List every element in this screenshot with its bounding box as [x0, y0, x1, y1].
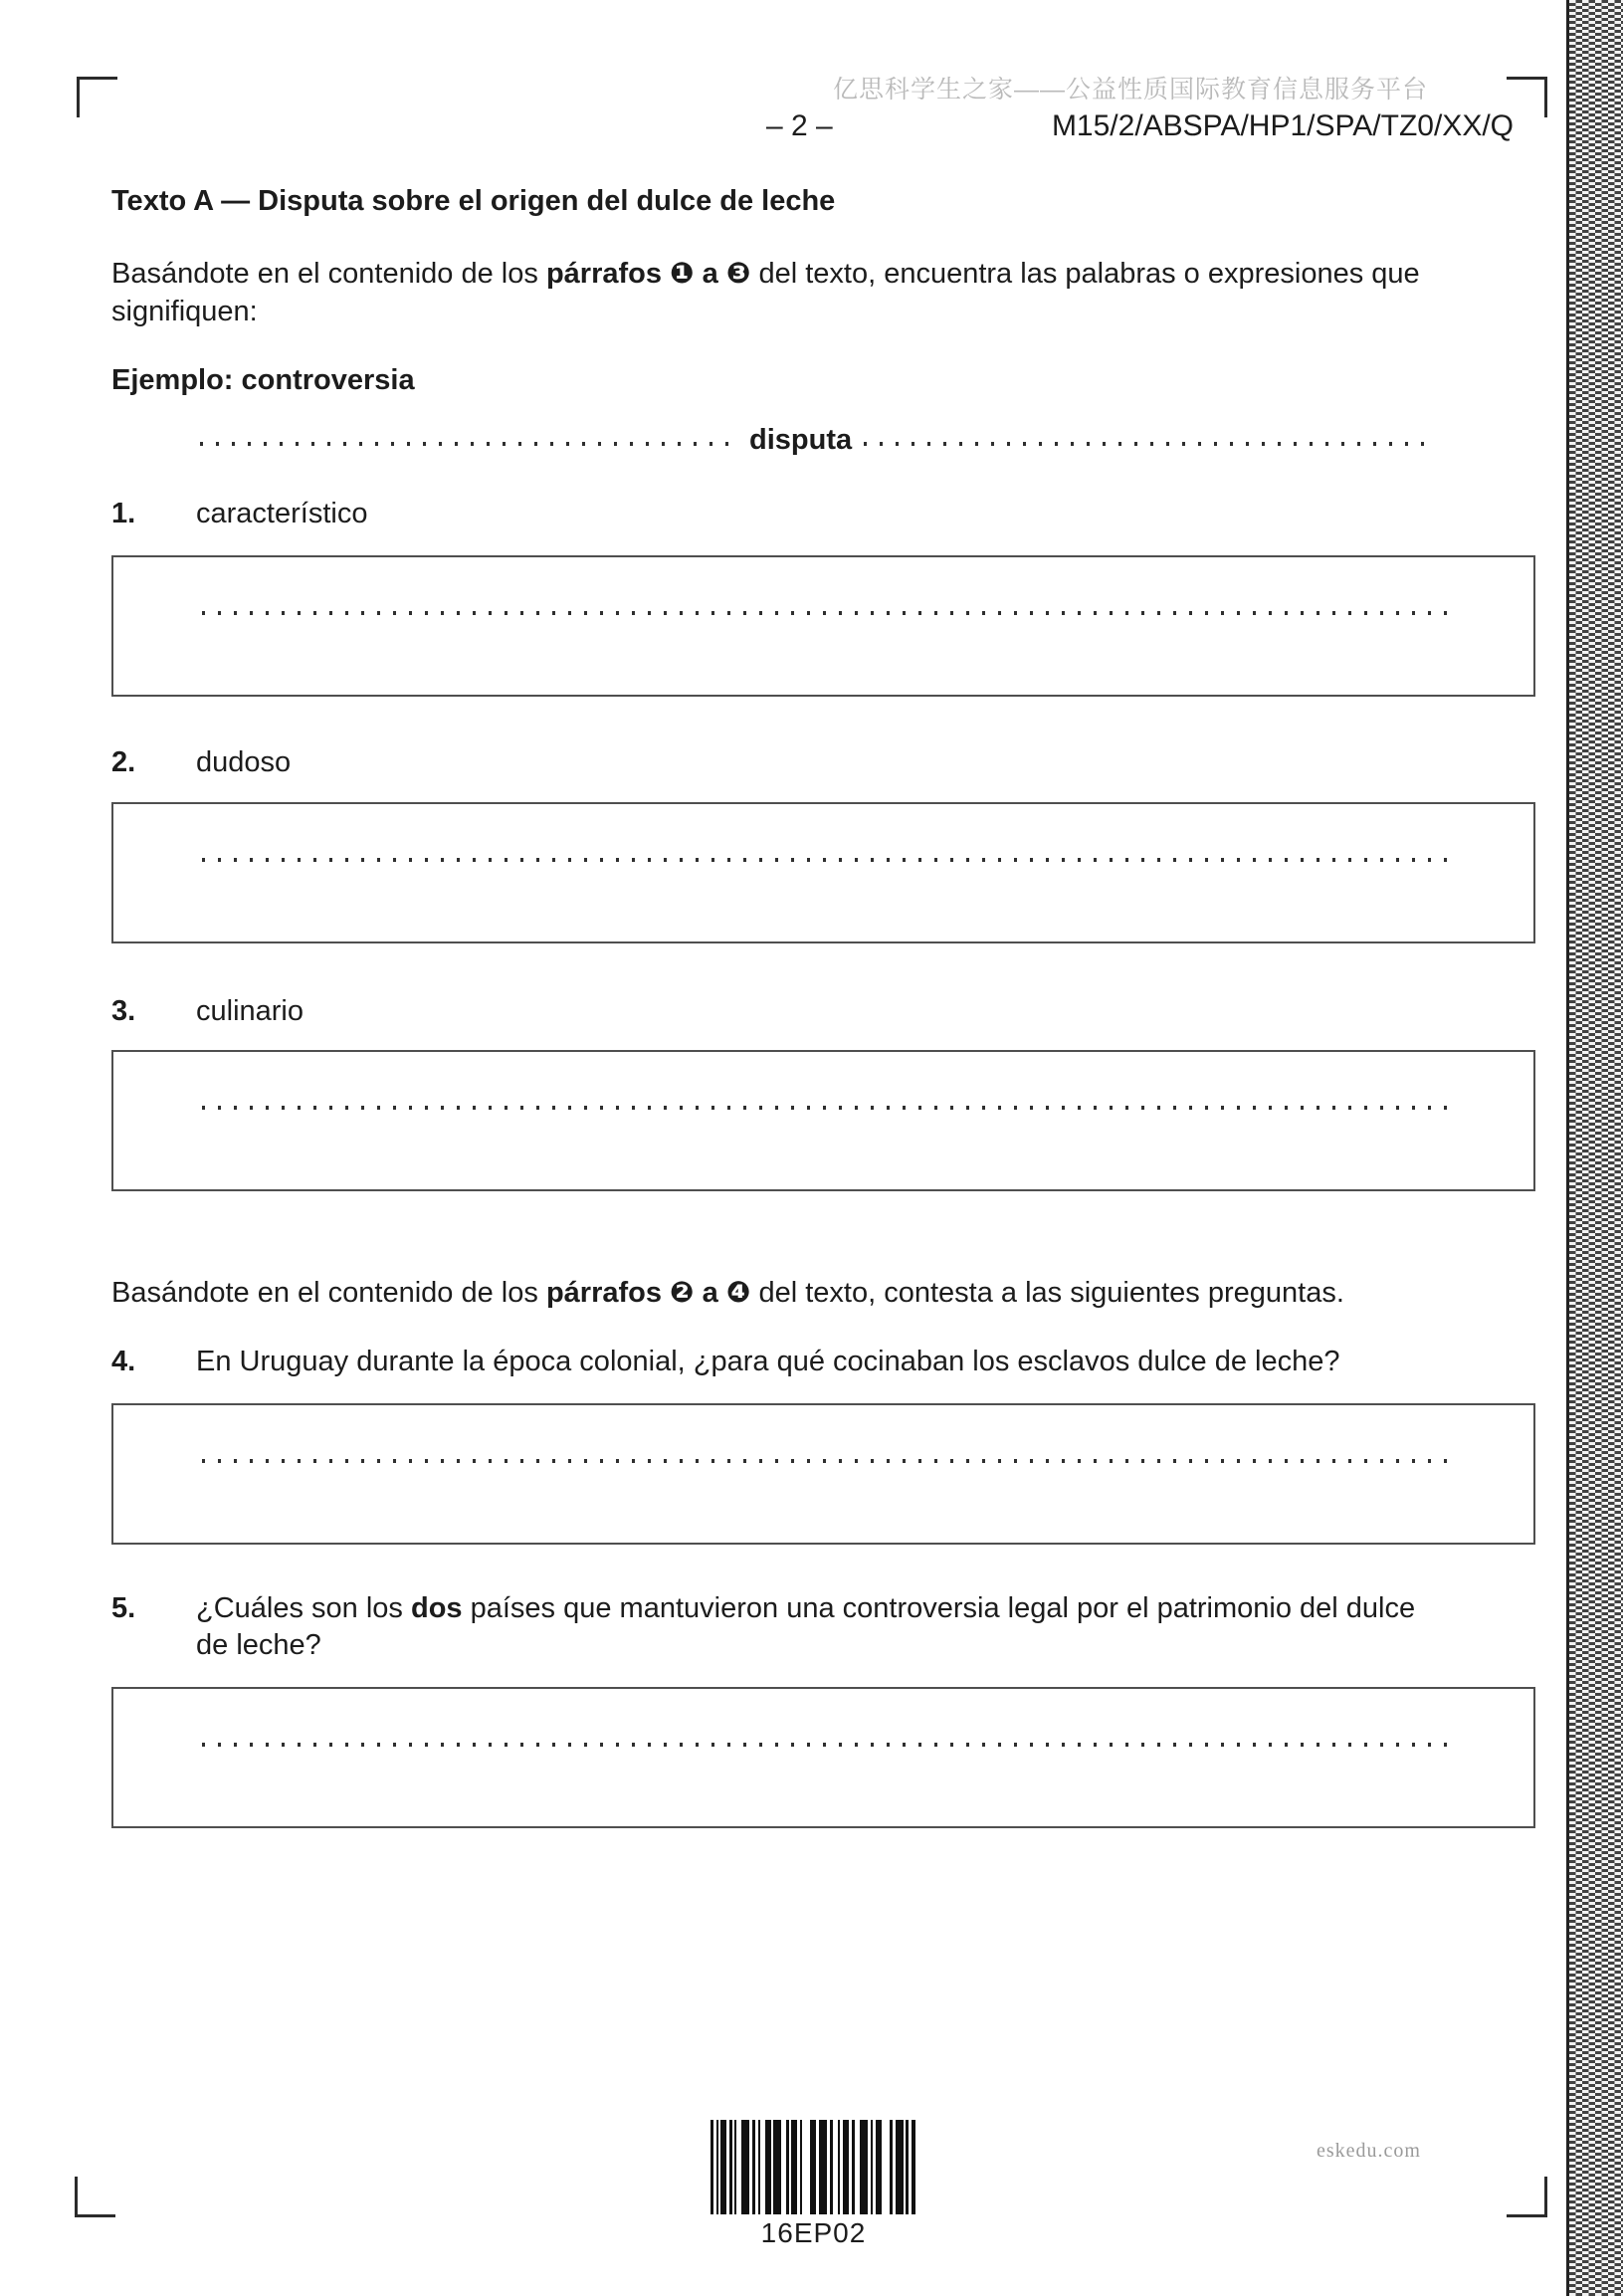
question-4-text-pre: En Uruguay durante la época colonial, ¿para qué cocinaban los esclavos dulce de leche? — [196, 1346, 1340, 1377]
question-3-number: 3. — [111, 995, 136, 1027]
answer-line-2[interactable] — [202, 858, 1454, 862]
question-2-number: 2. — [111, 746, 136, 778]
crop-mark-top-left — [77, 77, 117, 117]
answer-box-2[interactable] — [111, 802, 1535, 943]
question-5-text — [196, 1590, 1450, 1664]
example-answer-line — [200, 426, 1434, 455]
crop-mark-bottom-left — [75, 2177, 115, 2217]
question-3 — [111, 993, 304, 1030]
question-3-text: culinario — [196, 995, 304, 1027]
question-5-text-bold: dos — [411, 1592, 463, 1624]
question-5-text-pre: ¿Cuáles son los — [196, 1592, 411, 1624]
question-4-text — [196, 1344, 1505, 1380]
question-2 — [111, 744, 291, 781]
answer-box-1[interactable] — [111, 555, 1535, 697]
example-answer: disputa — [749, 424, 853, 456]
question-1-number: 1. — [111, 498, 136, 529]
answer-box-4[interactable] — [111, 1403, 1535, 1545]
barcode — [710, 2120, 916, 2214]
instruction-paragraph-1 — [111, 255, 1470, 330]
answer-box-3[interactable] — [111, 1050, 1535, 1191]
question-4-number: 4. — [111, 1346, 136, 1377]
question-1-text: característico — [196, 498, 368, 529]
answer-line-3[interactable] — [202, 1106, 1454, 1110]
watermark-text: 亿思科学生之家——公益性质国际教育信息服务平台 — [832, 76, 1428, 104]
instruction-paragraph-2 — [111, 1274, 1524, 1312]
dotted-leader-left — [200, 442, 737, 446]
site-credit: eskedu.com — [1317, 2140, 1421, 2162]
exam-code: M15/2/ABSPA/HP1/SPA/TZ0/XX/Q — [1051, 109, 1514, 142]
dotted-leader-right — [864, 442, 1434, 446]
page-number: – 2 – — [766, 109, 833, 142]
scan-edge-texture — [1566, 0, 1623, 2296]
question-5-text-post: países que mantuvieron una controversia legal por el patrimonio del dulce de leche? — [196, 1592, 1416, 1661]
question-4 — [111, 1344, 1505, 1380]
instruction-1-bold: párrafos ❶ a ❸ — [545, 258, 751, 290]
answer-line-1[interactable] — [202, 611, 1454, 615]
answer-line-4[interactable] — [202, 1459, 1454, 1463]
instruction-1-pre: Basándote en el contenido de los — [111, 258, 546, 290]
answer-line-5[interactable] — [202, 1743, 1454, 1747]
section-title: Texto A — Disputa sobre el origen del dulce de leche — [111, 185, 836, 217]
question-5-number: 5. — [111, 1592, 136, 1624]
question-5 — [111, 1590, 1450, 1664]
example-label: Ejemplo: controversia — [111, 364, 415, 396]
crop-mark-bottom-right — [1507, 2177, 1547, 2217]
question-2-text: dudoso — [196, 746, 292, 778]
instruction-2-pre: Basándote en el contenido de los — [111, 1277, 546, 1309]
question-1 — [111, 496, 367, 532]
barcode-label: 16EP02 — [760, 2217, 867, 2248]
answer-box-5[interactable] — [111, 1687, 1535, 1828]
instruction-1-post: del texto, encuentra las palabras o expresiones que signifiquen: — [111, 258, 1420, 327]
instruction-2-bold: párrafos ❷ a ❹ — [545, 1277, 751, 1309]
instruction-2-post: del texto, contesta a las siguientes preguntas. — [750, 1277, 1344, 1309]
